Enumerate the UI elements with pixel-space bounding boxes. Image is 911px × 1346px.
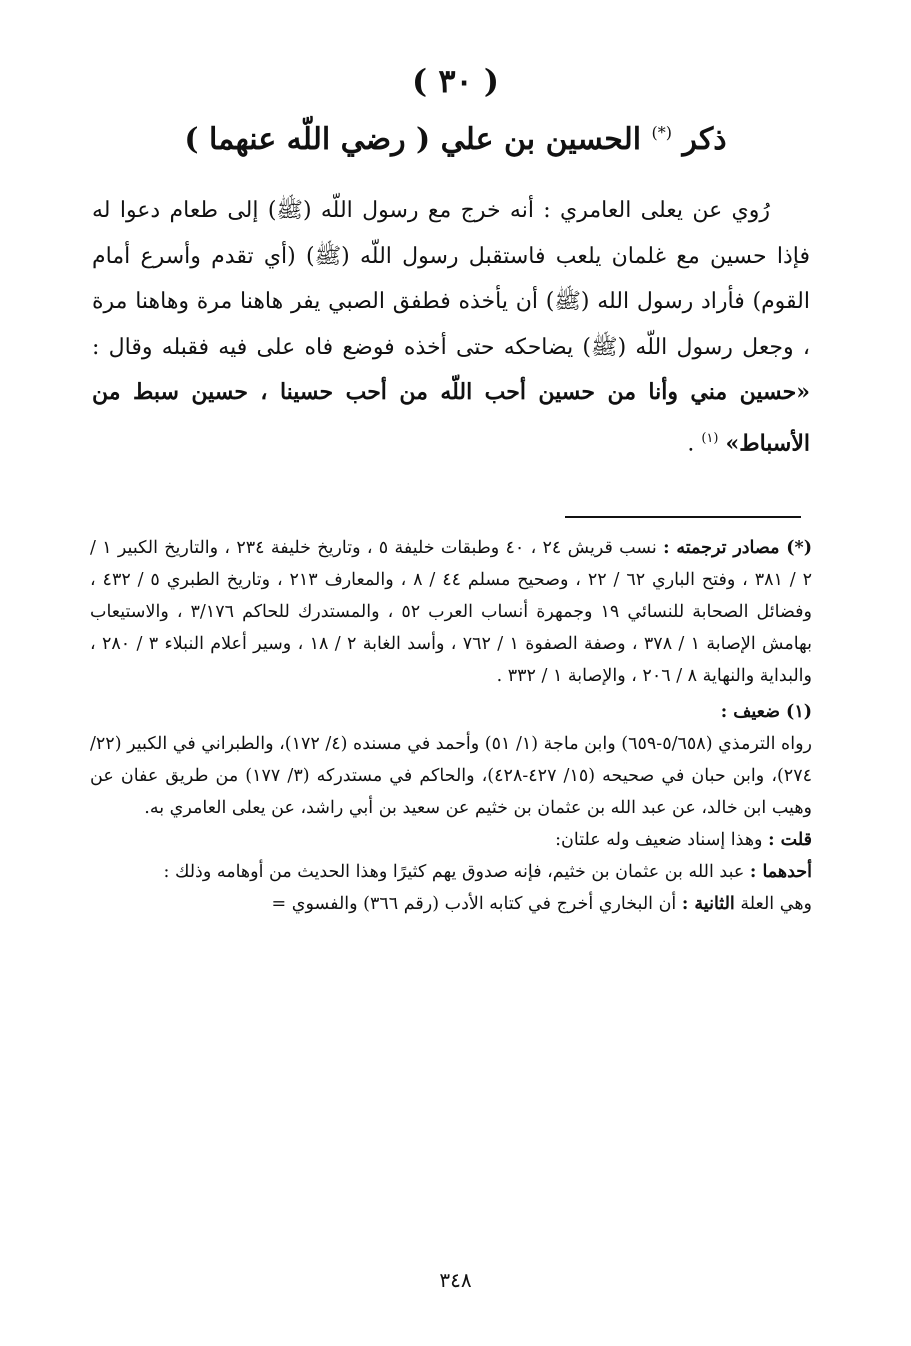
closing-mark: .	[687, 430, 695, 456]
ahad-line	[90, 856, 812, 888]
page-number: ٣٤٨	[439, 1268, 472, 1292]
main-paragraph	[92, 188, 810, 466]
second-label: الثانية :	[681, 894, 735, 914]
second-line	[90, 888, 812, 920]
title-main: الحسين بن علي ( رضي اللّه عنهما )	[184, 122, 642, 157]
note1-label: (١) ضعيف :	[720, 702, 812, 722]
title-prefix: ذكر	[682, 122, 727, 157]
ahad-text: عبد الله بن عثمان بن خثيم، فإنه صدوق يهم كثيرًا وهذا الحديث من أوهامه وذلك :	[163, 862, 745, 882]
qult-line	[90, 824, 812, 856]
chapter-number: ( ٣٠ )	[412, 62, 499, 100]
second-text: أن البخاري أخرج في كتابه الأدب (رقم ٣٦٦) والفسوي =	[271, 894, 677, 914]
footnotes	[90, 532, 812, 924]
qult-label: قلت :	[768, 830, 812, 850]
sources-label: (*) مصادر ترجمته :	[663, 538, 812, 558]
narration-text: رُوي عن يعلى العامري : أنه خرج مع رسول اللّه (ﷺ) إلى طعام دعوا له فإذا حسين مع غلمان يلعب فاستقبل رسول اللّه (ﷺ) (أي تقدم وأسرع أمام القوم) فأراد رسول الله (ﷺ) أن يأخذه فطفق الصبي يفر هاهنا مرة وهاهنا مرة ، وجعل رسول اللّه (ﷺ) يضاحكه حتى أخذه فوضع فاه على فيه فقبله وقال :	[92, 198, 810, 360]
note1-text: رواه الترمذي (٥/٦٥٨-٦٥٩) وابن ماجة (١/ ٥١) وأحمد في مسنده (٤/ ١٧٢)، والطبراني في الكبير (٢٢/ ٢٧٤)، وابن حبان في صحيحه (١٥/ ٤٢٧-٤٢٨)، والحاكم في مستدركه (٣/ ١٧٧) من طريق عفان عن وهيب ابن خالد، عن عبد الله بن عثمان بن خثيم عن سعيد بن أبي راشد، عن يعلى العامري به.	[90, 734, 812, 818]
sources-text: نسب قريش ٢٤ ، ٤٠ وطبقات خليفة ٥ ، وتاريخ خليفة ٢٣٤ ، والتاريخ الكبير ١ / ٢ / ٣٨١ ، وفتح الباري ٦٢ / ٢٢ ، وصحيح مسلم ٤٤ / ٨ ، والمعارف ٢١٣ ، وتاريخ الطبري ٥ / ٤٣٢ ، وفضائل الصحابة للنسائي ١٩ وجمهرة أنساب العرب ٥٢ ، والمستدرك للحاكم ٣/١٧٦ ، والاستيعاب بهامش الإصابة ١ / ٣٧٨ ، وصفة الصفوة ١ / ٧٦٢ ، وأسد الغابة ٢ / ١٨ ، وسير أعلام النبلاء ٣ / ٢٨٠ ، والبداية والنهاية ٨ / ٢٠٦ ، والإصابة ١ / ٣٣٢ .	[90, 538, 812, 686]
footnote-sources	[90, 532, 812, 692]
footnote-separator	[565, 516, 801, 518]
title-footnote-mark: (*)	[651, 123, 673, 142]
hadith-quote: «حسين مني وأنا من حسين أحب اللّه من أحب حسينا ، حسين سبط من الأسباط»	[92, 379, 810, 456]
qult-text: وهذا إسناد ضعيف وله علتان:	[555, 830, 763, 850]
second-prefix: وهي العلة	[740, 894, 812, 914]
footnote-ref: (١)	[701, 430, 719, 446]
chapter-title	[0, 122, 911, 157]
ahad-label: أحدهما :	[749, 862, 812, 882]
footnote-1	[90, 696, 812, 920]
